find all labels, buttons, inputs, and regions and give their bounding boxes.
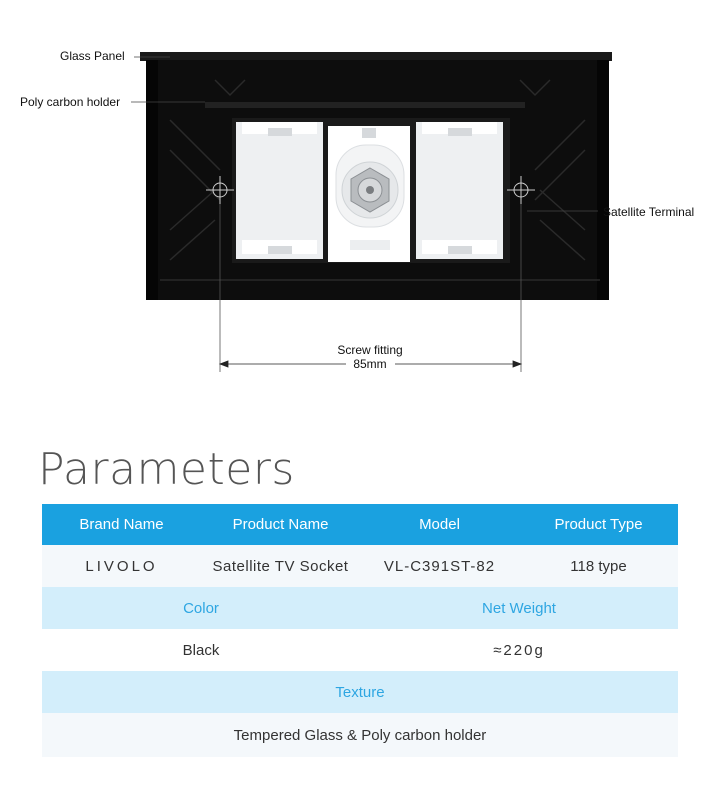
header-model: Model (419, 516, 460, 533)
left-blank-module (236, 122, 323, 259)
satellite-module (328, 126, 410, 262)
header-product-type: Product Type (554, 516, 643, 533)
header-product-name: Product Name (232, 516, 329, 533)
value-color: Black (182, 641, 220, 659)
table-header-row (42, 504, 678, 545)
table-row (42, 545, 678, 587)
screw-fitting-label: Screw fitting (337, 343, 403, 357)
table-texture-header-row (42, 671, 678, 713)
table-row (42, 713, 678, 757)
value-net-weight: ≈220g (493, 641, 545, 659)
value-brand-name: LIVOLO (85, 557, 158, 575)
table-subheader-row (42, 587, 678, 629)
right-blank-module (416, 122, 503, 259)
value-texture: Tempered Glass & Poly carbon holder (233, 726, 487, 744)
screw-fitting-value: 85mm (353, 357, 387, 371)
subheader-color: Color (183, 599, 219, 617)
subheader-net-weight: Net Weight (482, 599, 556, 617)
value-product-name: Satellite TV Socket (212, 557, 349, 575)
table-row (42, 629, 678, 671)
parameters-title: Parameters (38, 444, 295, 495)
glass-panel-edge (140, 52, 612, 61)
parameters-table (42, 504, 678, 757)
satellite-terminal-label: Satellite Terminal (603, 205, 695, 219)
subheader-texture: Texture (335, 683, 385, 701)
value-model: VL-C391ST-82 (383, 557, 496, 575)
header-brand-name: Brand Name (79, 516, 164, 533)
glass-panel-label: Glass Panel (60, 49, 125, 63)
value-product-type: 118 type (570, 557, 627, 575)
poly-carbon-holder-label: Poly carbon holder (20, 95, 121, 109)
